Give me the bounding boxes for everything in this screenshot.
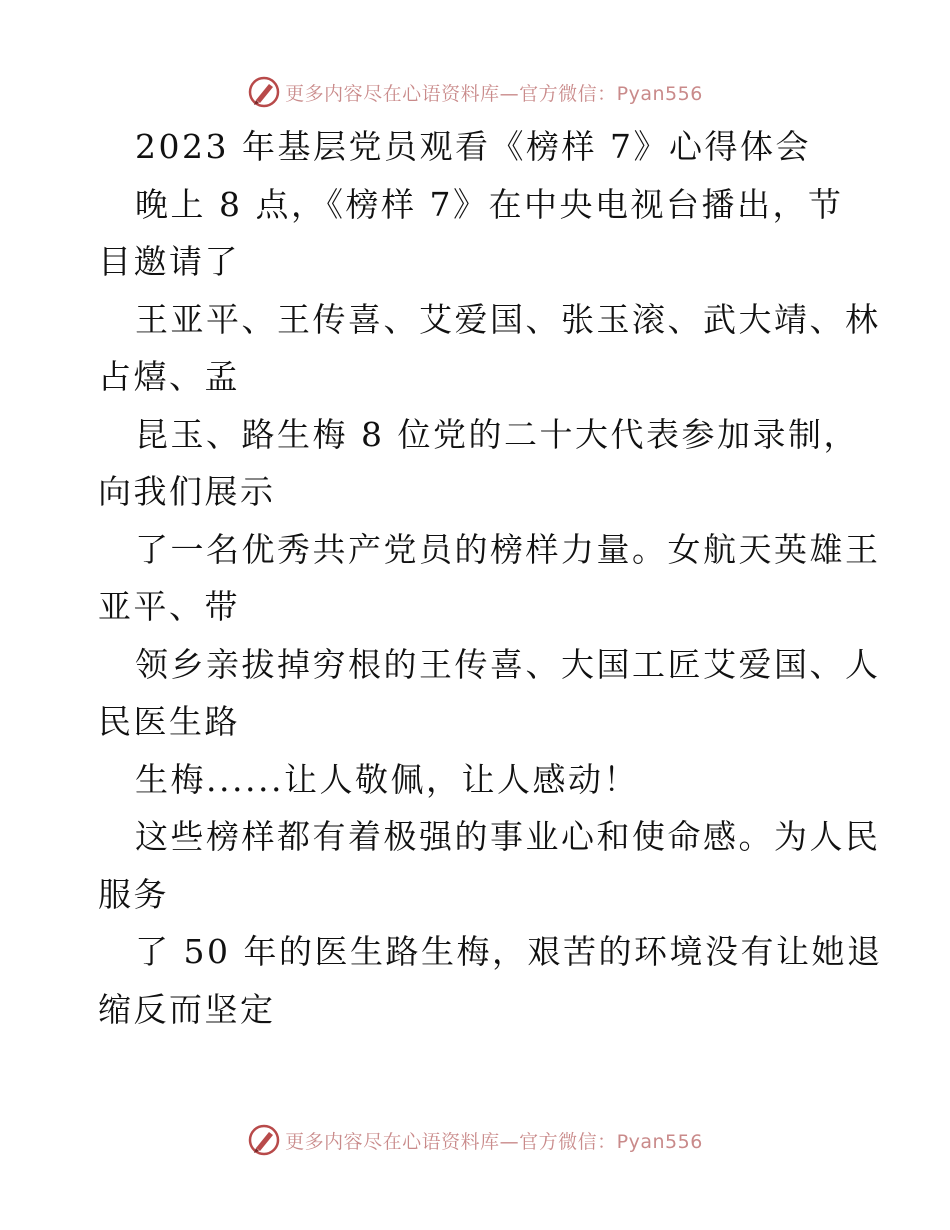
text-line: 服务 — [98, 874, 169, 914]
text-line: 王亚平、王传喜、艾爱国、张玉滚、武大靖、林 — [135, 299, 881, 339]
text-line: 了一名优秀共产党员的榜样力量。女航天英雄王 — [135, 529, 881, 569]
text-line: 向我们展示 — [98, 472, 276, 511]
text-line: 目邀请了 — [98, 242, 240, 281]
text-line: 晚上 8 点，《榜样 7》在中央电视台播出，节 — [135, 184, 844, 224]
text-line: 2023 年基层党员观看《榜样 7》心得体会 — [135, 127, 811, 166]
text-line: 了 50 年的医生路生梅，艰苦的环境没有让她退 — [135, 932, 883, 971]
text-line: 占熺、孟 — [98, 357, 240, 396]
pen-logo-icon — [247, 1123, 281, 1157]
watermark-text: 更多内容尽在心语资料库—官方微信：Pyan556 — [285, 1130, 703, 1153]
pen-logo-icon — [247, 75, 281, 109]
text-line: 生梅......让人敬佩，让人感动！ — [135, 759, 639, 799]
text-line: 昆玉、路生梅 8 位党的二十大代表参加录制， — [135, 414, 859, 454]
text-line: 缩反而坚定 — [98, 989, 276, 1029]
footer-watermark — [0, 1120, 950, 1160]
text-line: 领乡亲拔掉穷根的王传喜、大国工匠艾爱国、人 — [135, 644, 881, 684]
header-watermark — [0, 72, 950, 112]
text-line: 民医生路 — [98, 702, 240, 741]
document-body — [98, 118, 883, 1038]
text-line: 这些榜样都有着极强的事业心和使命感。为人民 — [135, 817, 881, 856]
text-line: 亚平、带 — [98, 587, 240, 626]
watermark-text: 更多内容尽在心语资料库—官方微信：Pyan556 — [285, 82, 703, 105]
